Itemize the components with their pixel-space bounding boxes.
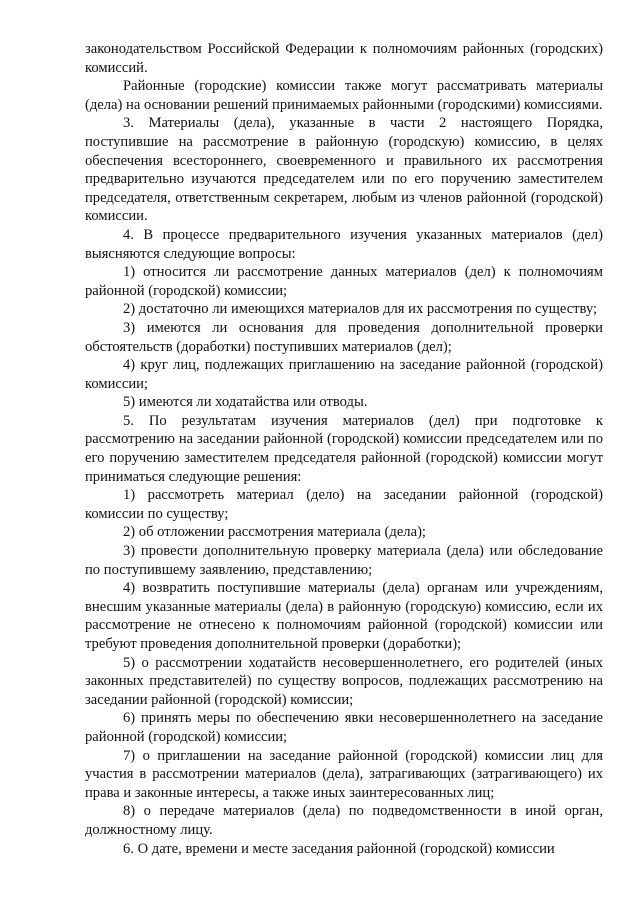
list-item: 2) об отложении рассмотрения материала (дела); (123, 524, 426, 541)
list-item: 3) провести дополнительную проверку материала (дела) или обследование по поступившему заявлению, представлению; (85, 543, 603, 578)
list-item: 4) круг лиц, подлежащих приглашению на заседание районной (городской) комиссии; (85, 357, 603, 392)
list-item: 1) относится ли рассмотрение данных материалов (дел) к полномочиям районной (городской) комиссии; (85, 264, 603, 299)
paragraph: 3. Материалы (дела), указанные в части 2 настоящего Порядка, поступившие на рассмотрение в районную (городскую) комиссию, в целях обеспечения всестороннего, своевременного и правильного их рассмотрения предварительно изучаются председателем или по его поручению заместителем председателя, ответственным секретарем, любым из членов районной (городской) комиссии. (85, 115, 603, 225)
list-item: 4) возвратить поступившие материалы (дела) органам или учреждениям, внесшим указанные материалы (дела) в районную (городскую) комиссию, если их рассмотрение не отнесено к полномочиям районной (городской) комиссии или требуют проведения дополнительной проверки (доработки); (85, 580, 603, 652)
paragraph: 5. По результатам изучения материалов (дел) при подготовке к рассмотрению на заседании районной (городской) комиссии председателем или по его поручению заместителем председателя районной (городской) комиссии могут приниматься следующие решения: (85, 412, 603, 485)
list-item: 3) имеются ли основания для проведения дополнительной проверки обстоятельств (доработки) поступивших материалов (дел); (85, 319, 603, 355)
list-item: 5) имеются ли ходатайства или отводы. (123, 394, 368, 411)
list-item: 5) о рассмотрении ходатайств несовершеннолетнего, его родителей (иных законных представителей) по существу вопросов, подлежащих рассмотрению на заседании районной (городской) комиссии; (85, 654, 603, 708)
list-item: 7) о приглашении на заседание районной (городской) комиссии лиц для участия в рассмотрении материалов (дела), затрагивающих (затрагивающего) их права и законные интересы, а также иных заинтересованных лиц; (85, 747, 603, 801)
list-item: 1) рассмотреть материал (дело) на заседании районной (городской) комиссии по существу; (85, 487, 603, 522)
list-item: 6) принять меры по обеспечению явки несовершеннолетнего на заседание районной (городской) комиссии; (85, 710, 603, 745)
list-item: 8) о передаче материалов (дела) по подведомственности в иной орган, должностному лицу. (85, 803, 603, 838)
paragraph: Районные (городские) комиссии также могут рассматривать материалы (дела) на основании решений принимаемых районными (городскими) комиссиями. (85, 78, 603, 113)
paragraph: 4. В процессе предварительного изучения указанных материалов (дел) выясняются следующие вопросы: (85, 226, 603, 262)
list-item: 2) достаточно ли имеющихся материалов для их рассмотрения по существу; (123, 301, 598, 318)
paragraph: 6. О дате, времени и месте заседания районной (городской) комиссии (123, 840, 555, 857)
document-page (85, 40, 603, 858)
paragraph: законодательством Российской Федерации к полномочиям районных (городских) комиссий. (85, 41, 603, 76)
